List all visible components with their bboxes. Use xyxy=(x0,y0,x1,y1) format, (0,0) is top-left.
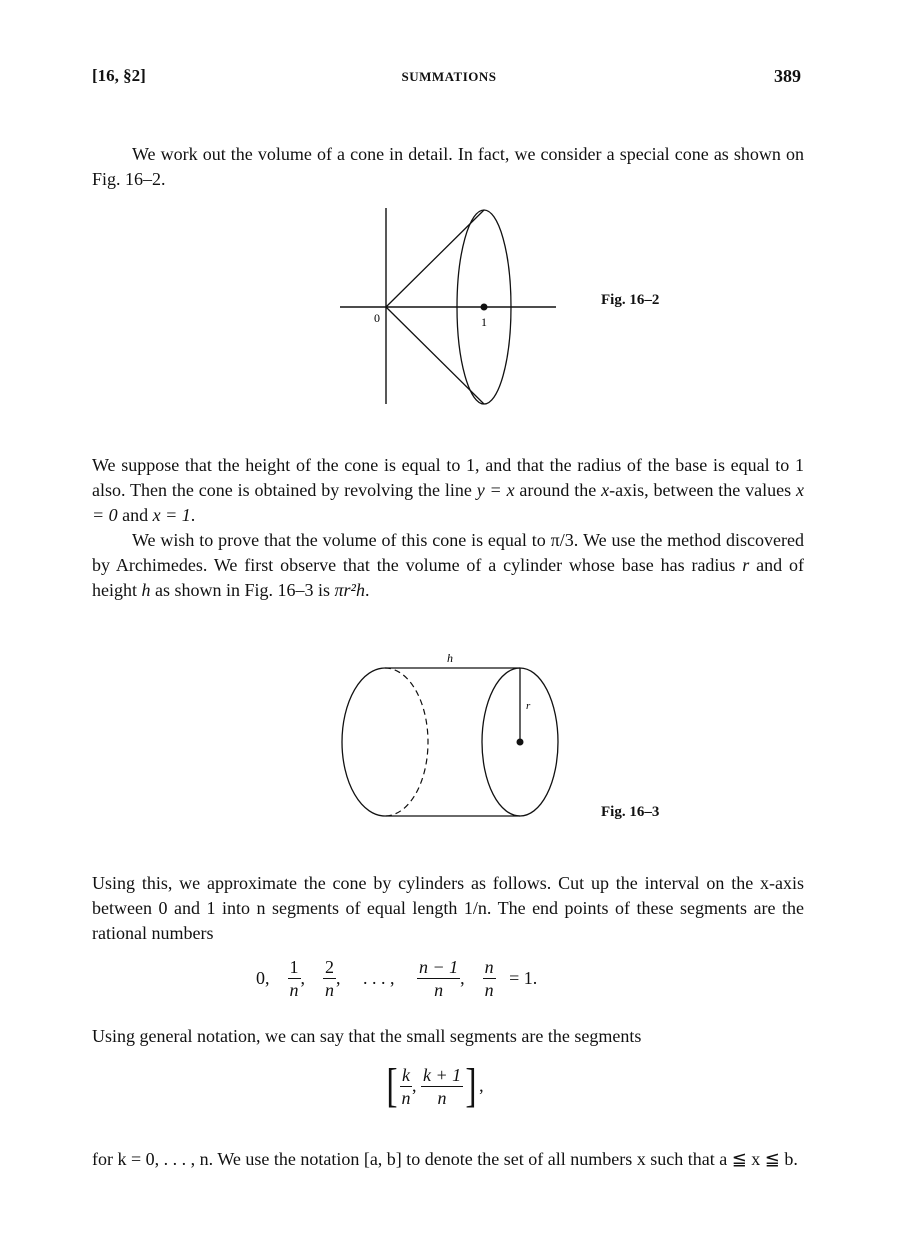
text-run: . xyxy=(364,580,370,600)
numerator: n − 1 xyxy=(419,957,459,977)
right-base-center xyxy=(517,739,524,746)
text-run: and xyxy=(117,505,153,525)
text-run: -axis, between the values xyxy=(609,480,797,500)
fraction-n-over-n xyxy=(483,956,496,1001)
text-run: around the xyxy=(514,480,602,500)
denominator: n xyxy=(289,980,299,1000)
math-inline: h xyxy=(141,580,151,600)
section-reference: [16, §2] xyxy=(92,66,146,85)
height-label: h xyxy=(447,651,453,665)
fraction-2-over-n xyxy=(323,956,336,1001)
paragraph-intro: We work out the volume of a cone in detail. In fact, we consider a special cone as shown on Fig. 16–2. xyxy=(92,144,804,189)
math-inline: πr²h xyxy=(334,580,365,600)
paragraph-general-notation: Using general notation, we can say that the small segments are the segments xyxy=(92,1026,642,1046)
one-label: 1 xyxy=(481,315,487,329)
eq-equals-one: = 1. xyxy=(509,968,538,988)
denominator: n xyxy=(325,980,334,1000)
figure-cylinder xyxy=(330,646,570,830)
paragraph-approximation: Using this, we approximate the cone by cylinders as follows. Cut up the interval on the x-axis between 0 and 1 into n segments of equal length 1/n. The end points of these segments are the rational numbers xyxy=(92,873,804,943)
paragraph-archimedes xyxy=(92,528,804,603)
left-base-front xyxy=(342,668,385,816)
fraction-k-over-n xyxy=(400,1064,412,1109)
numerator: 1 xyxy=(289,957,299,977)
text-run: . xyxy=(190,505,196,525)
text-run: We suppose that the height of the cone is equal to 1, and that the radius of the base is equal to 1 also. Then the cone is obtained by revolving the line xyxy=(92,455,804,500)
paragraph-cone-setup xyxy=(92,453,804,528)
text-run: We wish to prove that the volume of this cone is equal to π/3. We use the method discovered by Archimedes. We first observe that the volume of a cylinder whose base has radius xyxy=(92,530,804,575)
numerator: 2 xyxy=(325,957,334,977)
math-inline: x = 1 xyxy=(152,505,191,525)
base-center-point xyxy=(481,304,488,311)
right-bracket: ] xyxy=(465,1059,477,1112)
text-run: and of height xyxy=(92,555,804,600)
numerator: k xyxy=(401,1064,410,1085)
eq-zero: 0, xyxy=(256,968,270,988)
denominator: n xyxy=(401,1087,411,1108)
running-title: SUMMATIONS xyxy=(401,69,497,84)
paragraph-interval-notation: for k = 0, . . . , n. We use the notation [a, b] to denote the set of all numbers x such that a ≦ x ≦ b. xyxy=(92,1149,798,1169)
eq-ellipsis: . . . , xyxy=(363,968,395,988)
equation-endpoints: 0, $\frac{1}{n}$ , $\frac{2}{n}$ , . . . , $\frac{n - 1}{n}$ , $\frac{n}{n}$ = 1. xyxy=(256,957,538,1000)
radius-label: r xyxy=(526,700,531,712)
fraction-k-plus-1-over-n xyxy=(421,1064,463,1109)
page-number: 389 xyxy=(774,66,801,86)
figure-caption-16-3: Fig. 16–3 xyxy=(601,804,660,820)
left-base-back xyxy=(385,668,428,816)
math-inline: r xyxy=(742,555,750,575)
figure-caption-16-2: Fig. 16–2 xyxy=(601,292,660,308)
origin-label: 0 xyxy=(374,311,380,325)
math-inline: x xyxy=(601,480,610,500)
numerator: k + 1 xyxy=(422,1064,462,1085)
math-inline: x = 0 xyxy=(92,480,805,525)
left-bracket: [ xyxy=(386,1059,398,1112)
denominator: n xyxy=(484,980,494,1000)
figure-cone xyxy=(330,200,570,412)
denominator: n xyxy=(437,1087,447,1108)
math-inline: y = x xyxy=(476,480,515,500)
fraction-1-over-n xyxy=(288,956,301,1001)
fraction-n-minus-1-over-n xyxy=(417,956,460,1001)
text-run: as shown in Fig. 16–3 is xyxy=(150,580,335,600)
equation-segment: [ $\frac{k}{n}$ , $\frac{k + 1}{n}$ ] , xyxy=(386,1059,484,1112)
numerator: n xyxy=(484,957,494,977)
denominator: n xyxy=(434,980,444,1000)
